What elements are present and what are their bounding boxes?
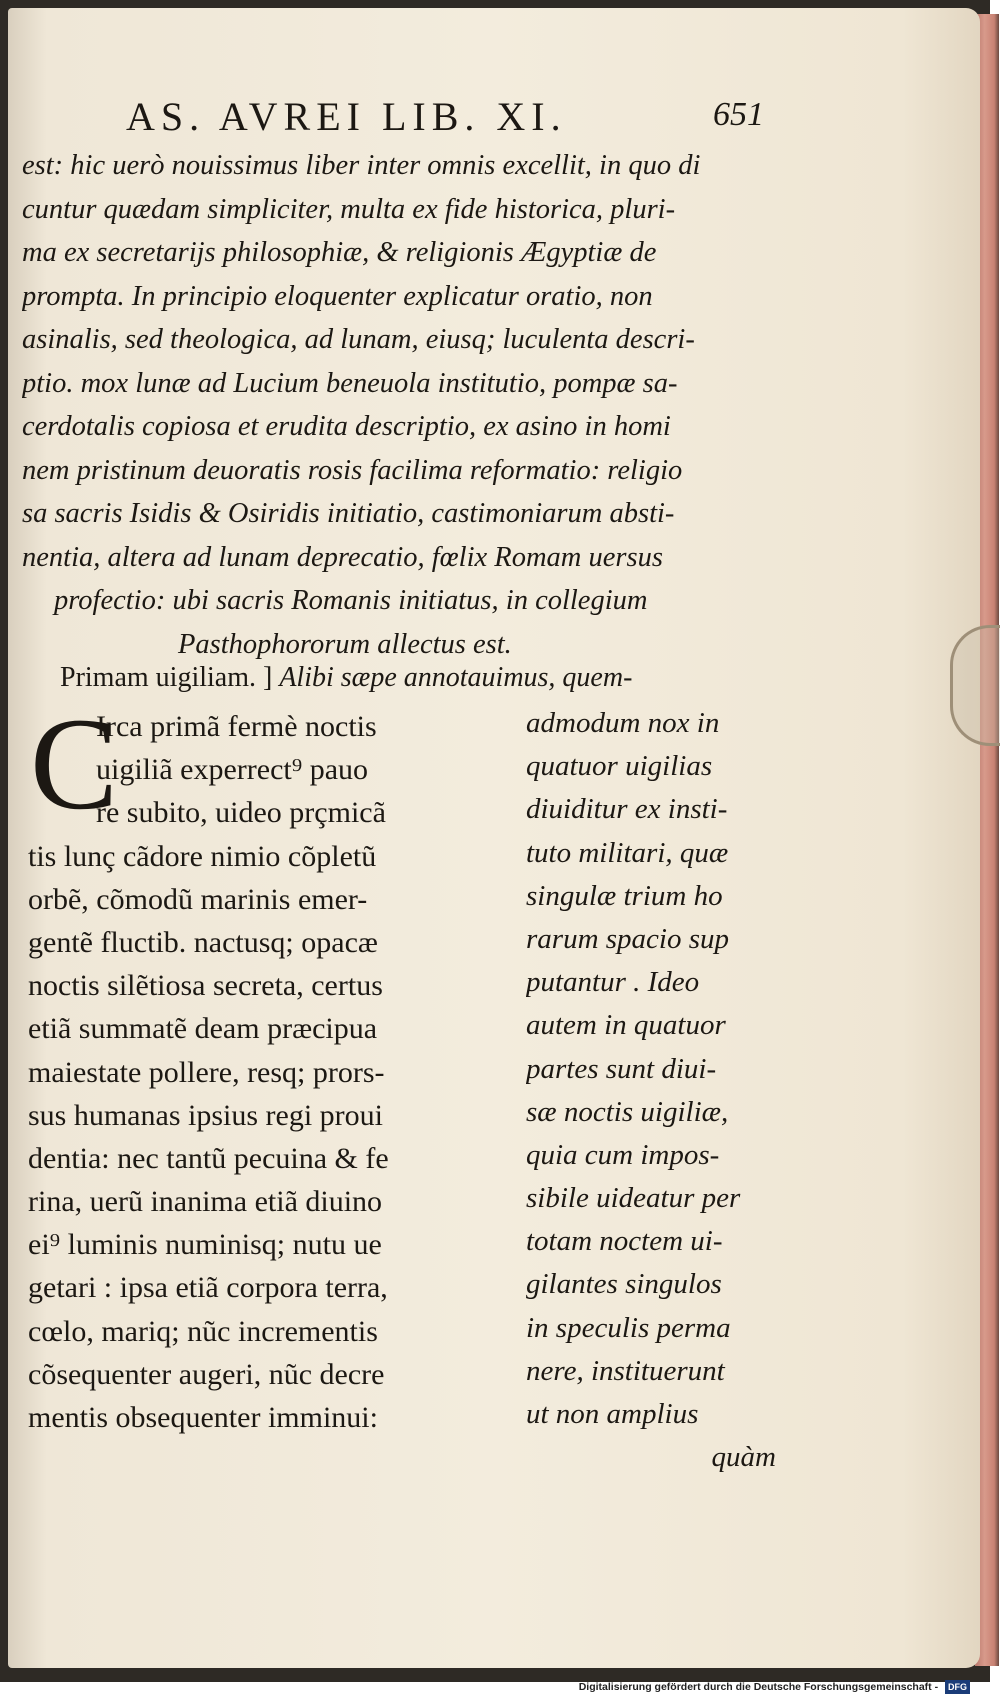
- argument-line: sa sacris Isidis & Osiridis initiatio, castimoniarum absti-: [22, 498, 675, 529]
- commentary-lemma: Primam uigiliam. ]: [60, 662, 273, 693]
- argument-line: prompta. In principio eloquenter explicatur oratio, non: [22, 280, 653, 312]
- argument-line: Pasthophororum allectus est.: [178, 628, 512, 660]
- running-head: AS. AVREI LIB. XI.: [126, 94, 567, 139]
- commentary-heading: [60, 658, 780, 698]
- argument-line: est: hic uerò nouissimus liber inter omnis excellit, in quo di: [22, 150, 701, 181]
- commentary-line: diuiditur ex insti-: [526, 793, 728, 826]
- argument-line: nentia, altera ad lunam deprecatio, fœlix Romam uersus: [22, 541, 663, 573]
- text-line: ei⁹ luminis numinisq; nutu ue: [28, 1228, 382, 1262]
- text-line: orbẽ, cõmodũ marinis emer-: [28, 882, 368, 916]
- drop-cap-initial: C: [30, 690, 119, 837]
- commentary-line: admodum nox in: [526, 707, 720, 739]
- commentary-line: in speculis perma: [526, 1311, 731, 1344]
- text-line: re subito, uideo prçmicã: [96, 796, 386, 830]
- commentary-line: putantur . Ideo: [526, 966, 700, 999]
- commentary-opening: Alibi sæpe annotauimus, quem-: [279, 662, 633, 693]
- text-line: tis lunç cãdore nimio cõpletũ: [28, 839, 377, 873]
- argument-line: asinalis, sed theologica, ad lunam, eiusq; luculenta descri-: [22, 324, 695, 355]
- commentary-line: quia cum impos-: [526, 1138, 720, 1171]
- text-line: rina, uerũ inanima etiã diuino: [28, 1185, 383, 1219]
- text-line: noctis silẽtiosa secreta, certus: [28, 969, 383, 1003]
- text-line: etiã summatẽ deam præcipua: [28, 1012, 378, 1046]
- argument-line: cerdotalis copiosa et erudita descriptio, ex asino in homi: [22, 411, 671, 442]
- page-number: 651: [713, 96, 764, 133]
- funding-footer: [579, 1680, 970, 1694]
- commentary-line: partes sunt diui-: [526, 1052, 717, 1085]
- funding-note: Digitalisierung gefördert durch die Deutsche Forschungsgemeinschaft -: [578, 1681, 939, 1693]
- commentary-catchword: quàm: [711, 1441, 776, 1474]
- commentary-line: autem in quatuor: [526, 1009, 726, 1042]
- text-line: gentẽ fluctib. nactusq; opacæ: [28, 925, 378, 959]
- commentary-line: rarum spacio sup: [526, 922, 730, 955]
- argument-line: nem pristinum deuoratis rosis facilima reformatio: religio: [22, 454, 683, 486]
- commentary-line: quatuor uigilias: [526, 750, 713, 783]
- book-argument: [22, 144, 767, 666]
- argument-line: ma ex secretarijs philosophiæ, & religionis Ægyptiæ de: [22, 237, 657, 268]
- book-clasp: [950, 625, 1000, 746]
- argument-line: profectio: ubi sacris Romanis initiatus, in collegium: [54, 585, 648, 616]
- commentary-column: [526, 702, 776, 1479]
- commentary-line: gilantes singulos: [526, 1268, 722, 1301]
- argument-line: cuntur quædam simpliciter, multa ex fide historica, pluri-: [22, 193, 676, 225]
- book-page: [8, 8, 980, 1668]
- commentary-line: totam noctem ui-: [526, 1225, 723, 1258]
- commentary-line: nere, instituerunt: [526, 1354, 725, 1387]
- commentary-line: sæ noctis uigiliæ,: [526, 1095, 729, 1128]
- commentary-line: ut non amplius: [526, 1398, 699, 1430]
- text-line: maiestate pollere, resq; prors-: [28, 1055, 385, 1089]
- text-line: uigiliã experrect⁹ pauo: [96, 753, 369, 787]
- text-line: mentis obsequenter imminui:: [28, 1401, 378, 1434]
- text-line: sus humanas ipsius regi proui: [28, 1098, 383, 1132]
- text-line: dentia: nec tantũ pecuina & fe: [28, 1141, 389, 1175]
- text-line: Irca primã fermè noctis: [96, 710, 377, 743]
- commentary-line: sibile uideatur per: [526, 1182, 741, 1215]
- argument-line: ptio. mox lunæ ad Lucium beneuola institutio, pompæ sa-: [22, 367, 678, 399]
- dfg-logo: DFG: [945, 1680, 970, 1694]
- text-line: cõsequenter augeri, nũc decre: [28, 1357, 385, 1391]
- commentary-line: singulæ trium ho: [526, 879, 723, 912]
- text-line: getari : ipsa etiã corpora terra,: [28, 1271, 388, 1305]
- text-line: cœlo, mariq; nũc incrementis: [28, 1314, 378, 1348]
- main-text-column: [28, 705, 488, 1439]
- commentary-line: tuto militari, quæ: [526, 836, 729, 869]
